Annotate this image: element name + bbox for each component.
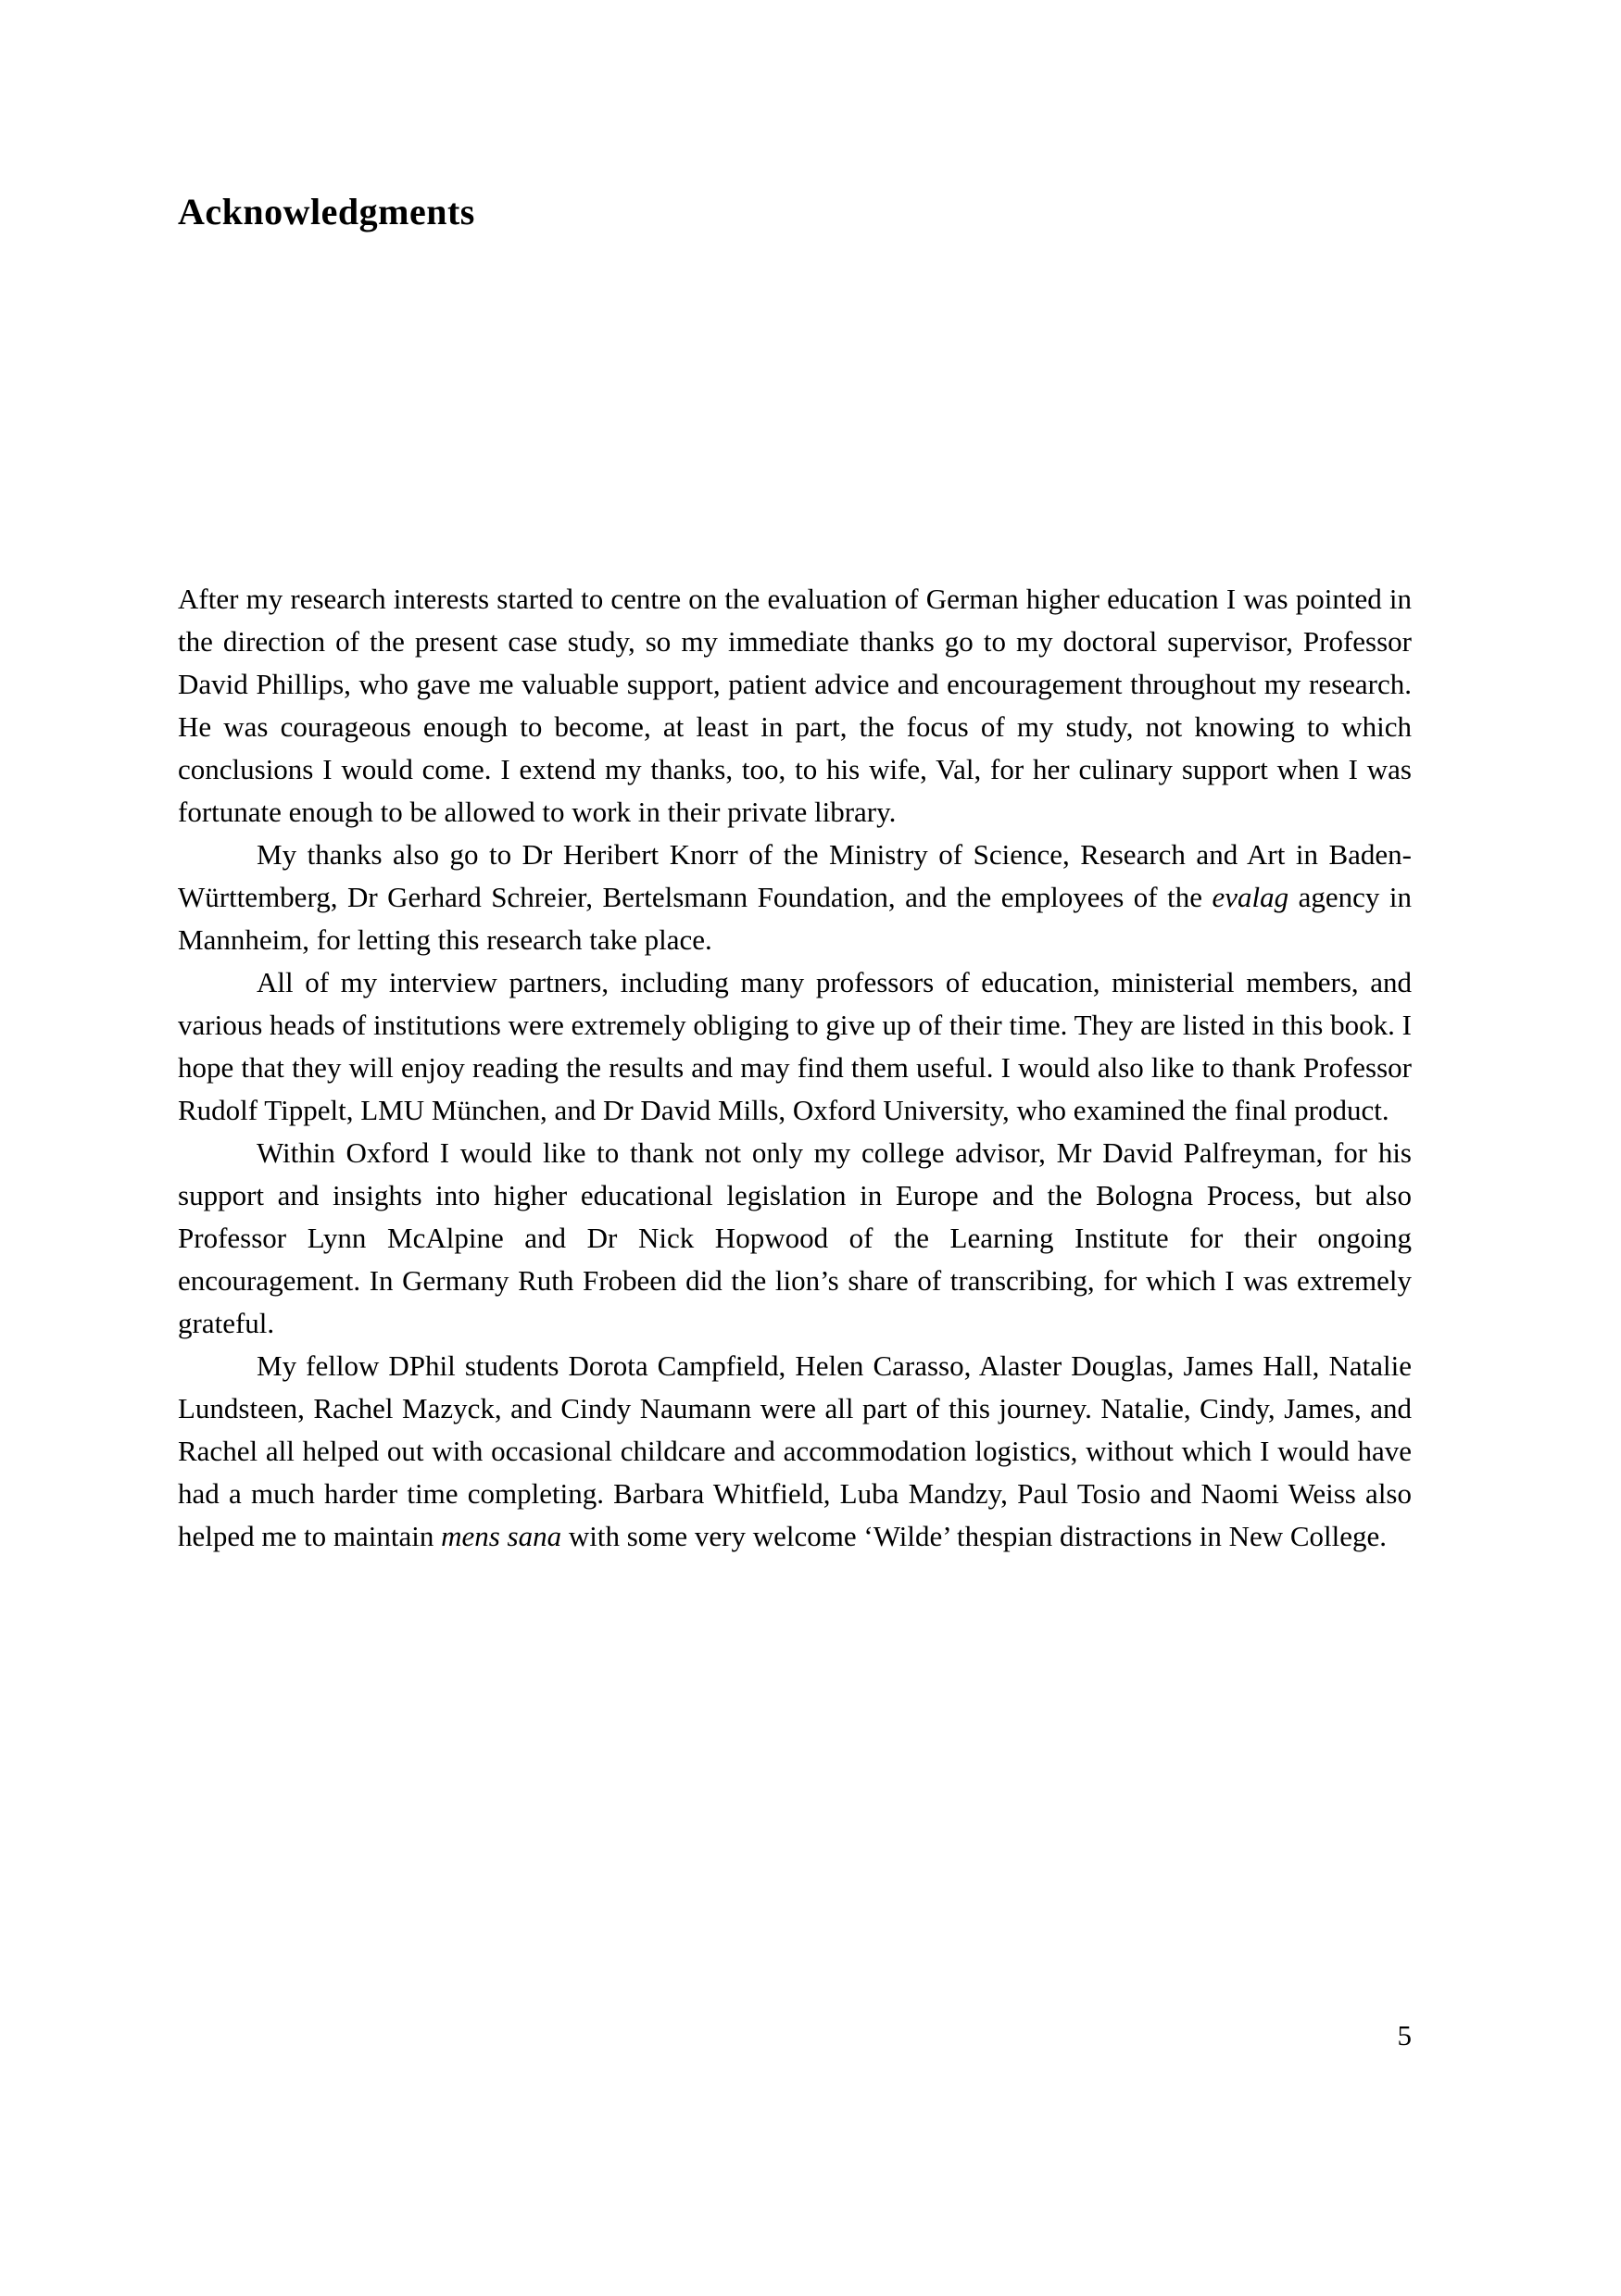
page-title: Acknowledgments bbox=[178, 191, 475, 232]
paragraph bbox=[178, 834, 1412, 961]
italic-text-run: mens sana bbox=[441, 1520, 562, 1552]
text-run: Within Oxford I would like to thank not only my college advisor, Mr David Palfreyman, for his support and insights into higher educational legislation in Europe and the Bologna Process, but also Professor Lynn McAlpine and Dr Nick Hopwood of the Learning Institute for their ongoing encouragement. In Germany Ruth Frobeen did the lion’s share of transcribing, for which I was extremely grateful. bbox=[178, 1136, 1412, 1339]
italic-text-run: evalag bbox=[1212, 881, 1289, 913]
text-run: agency in Mannheim, for letting this research take place. bbox=[178, 881, 1413, 956]
paragraphs bbox=[178, 578, 1412, 1558]
paragraph bbox=[178, 961, 1412, 1132]
paragraph bbox=[178, 1345, 1412, 1558]
page-content bbox=[178, 190, 1412, 1558]
paragraph bbox=[178, 1132, 1412, 1345]
text-run: with some very welcome ‘Wilde’ thespian distractions in New College. bbox=[561, 1520, 1388, 1552]
text-run: After my research interests started to centre on the evaluation of German higher education I was pointed in the direction of the present case study, so my immediate thanks go to my doctoral supervisor, Professor David Phillips, who gave me valuable support, patient advice and encouragement throughout my research. He was courageous enough to become, at least in part, the focus of my study, not knowing to which conclusions I would come. I extend my thanks, too, to his wife, Val, for her culinary support when I was fortunate enough to be allowed to work in their private library. bbox=[178, 583, 1412, 828]
text-run: My fellow DPhil students Dorota Campfield, Helen Carasso, Alaster Douglas, James Hall, Natalie Lundsteen, Rachel Mazyck, and Cindy Naumann were all part of this journey. Natalie, Cindy, James, and Rachel all helped out with occasional childcare and accommodation logistics, without which I would have had a much harder time completing. Barbara Whitfield, Luba Mandzy, Paul Tosio and Naomi Weiss also helped me to maintain bbox=[178, 1349, 1412, 1552]
text-run: My thanks also go to Dr Heribert Knorr of the Ministry of Science, Research and Art in Baden-Württemberg, Dr Gerhard Schreier, Bertelsmann Foundation, and the employees of the bbox=[178, 838, 1412, 913]
text-run: All of my interview partners, including many professors of education, ministerial members, and various heads of institutions were extremely obliging to give up of their time. They are listed in this book. I hope that they will enjoy reading the results and may find them useful. I would also like to thank Professor Rudolf Tippelt, LMU München, and Dr David Mills, Oxford University, who examined the final product. bbox=[178, 966, 1412, 1126]
paragraph bbox=[178, 578, 1412, 834]
page-number: 5 bbox=[1397, 2019, 1412, 2051]
